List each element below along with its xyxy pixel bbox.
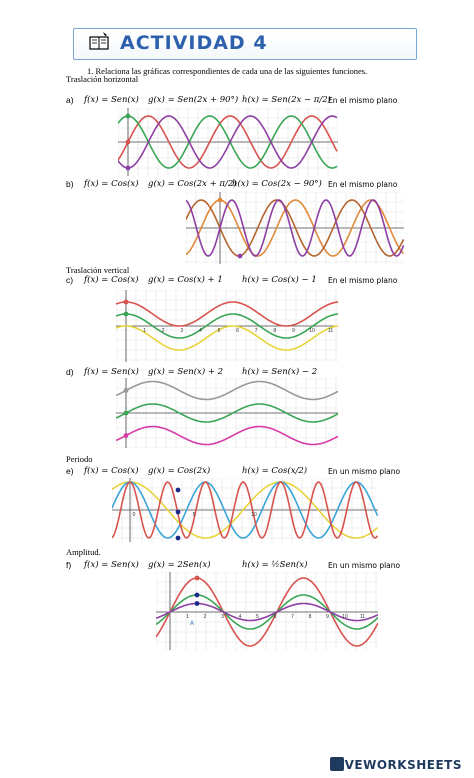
item-e-g: g(x) = Cos(2x)	[148, 466, 211, 476]
tick-label: 1	[186, 614, 189, 620]
item-b-g: g(x) = Cos(2x + π/2)	[148, 179, 237, 189]
tick-label: 6	[236, 328, 239, 334]
point-h	[124, 433, 129, 438]
item-a-h: h(x) = Sen(2x − π/2)	[242, 95, 331, 105]
item-a-letter: a)	[66, 95, 74, 105]
point-g	[126, 114, 131, 119]
point-max	[218, 198, 223, 203]
point-g	[124, 300, 129, 305]
item-a-f: f(x) = Sen(x)	[84, 95, 139, 105]
tick-label: 9	[292, 328, 295, 334]
tick-label: 1	[143, 328, 146, 334]
item-e-letter: e)	[66, 466, 74, 476]
item-f-f: f(x) = Sen(x)	[84, 560, 139, 570]
item-f-h: h(x) = ½Sen(x)	[242, 560, 308, 570]
item-c-f: f(x) = Cos(x)	[84, 275, 139, 285]
item-e-h: h(x) = Cos(x/2)	[242, 466, 308, 476]
point-b	[176, 510, 181, 515]
item-c-h: h(x) = Cos(x) − 1	[242, 275, 317, 285]
point-min	[238, 254, 243, 259]
section-horizontal: Traslación horizontal	[66, 74, 139, 84]
point-origin	[126, 140, 131, 145]
graph-d	[116, 378, 338, 448]
item-b-note: En el mismo plano	[328, 180, 398, 189]
item-c-letter: c)	[66, 275, 74, 285]
tick-label: 11	[327, 328, 334, 334]
point-max-h	[195, 601, 200, 606]
tick-label: 2	[161, 328, 165, 334]
graph-e	[112, 478, 378, 542]
item-f-letter: f)	[66, 560, 72, 570]
graph-b	[186, 192, 404, 264]
footer-brand: LIVEWORKSHEETS	[331, 758, 462, 772]
tick-label: 10	[342, 614, 348, 620]
series-h-cos-minus-1	[116, 326, 338, 350]
item-d-h: h(x) = Sen(x) − 2	[242, 367, 318, 377]
tick-label: 5	[217, 328, 221, 334]
tick-label: 4	[199, 328, 202, 334]
item-a-g: g(x) = Sen(2x + 90°)	[148, 95, 239, 105]
point-max-g	[195, 576, 200, 581]
tick-label: 9	[326, 614, 329, 620]
section-vertical: Traslación vertical	[66, 265, 130, 275]
point-h	[126, 166, 131, 171]
page-title: ACTIVIDAD 4	[120, 32, 268, 54]
series-g-sen-plus-2	[116, 382, 338, 400]
item-e-f: f(x) = Cos(x)	[84, 466, 139, 476]
point-label-a: A	[190, 621, 195, 627]
item-d-f: f(x) = Sen(x)	[84, 367, 139, 377]
point-max-f	[195, 593, 200, 598]
tick-label: 3	[180, 328, 184, 334]
tick-label: 8	[308, 614, 312, 620]
point-a	[176, 488, 181, 493]
tick-label: 7	[254, 328, 258, 334]
tick-label: 4	[238, 614, 242, 620]
item-d-letter: d)	[66, 367, 74, 377]
tick-label: 10	[309, 328, 315, 334]
item-d-g: g(x) = Sen(x) + 2	[148, 367, 224, 377]
series-h-sen-minus-2	[116, 427, 338, 445]
tick-label: 3	[221, 614, 224, 620]
tick-label: 10	[251, 512, 257, 518]
item-c-g: g(x) = Cos(x) + 1	[148, 275, 223, 285]
item-f-g: g(x) = 2Sen(x)	[148, 560, 211, 570]
tick-label: 5	[192, 512, 196, 518]
graph-f	[156, 572, 378, 650]
tick-label: 2	[203, 614, 207, 620]
item-f-note: En un mismo plano	[328, 561, 401, 570]
section-period: Periodo	[66, 454, 93, 464]
graph-a	[118, 108, 338, 176]
item-b-h: h(x) = Cos(2x − 90°)	[232, 179, 322, 189]
tick-label: 7	[291, 614, 294, 620]
item-e-note: En un mismo plano	[328, 467, 401, 476]
item-c-note: En el mismo plano	[328, 276, 398, 285]
tick-label: 8	[273, 328, 277, 334]
book-icon	[88, 31, 110, 53]
section-amplitude: Amplitud.	[66, 547, 101, 557]
point-g	[124, 388, 129, 393]
graph-c	[116, 290, 338, 362]
tick-label: 0	[132, 512, 136, 518]
tick-label: 6	[273, 614, 277, 620]
instruction-text: 1. Relaciona las gráficas correspondientes de cada una de las siguientes funciones.	[87, 66, 368, 76]
item-b-f: f(x) = Cos(x)	[84, 179, 139, 189]
tick-label: 5	[256, 614, 259, 620]
point-f	[124, 411, 129, 416]
item-a-note: En el mismo plano	[328, 96, 398, 105]
item-b-letter: b)	[66, 179, 74, 189]
point-c	[176, 536, 181, 541]
tick-label: 11	[359, 614, 366, 620]
point-f	[124, 312, 129, 317]
